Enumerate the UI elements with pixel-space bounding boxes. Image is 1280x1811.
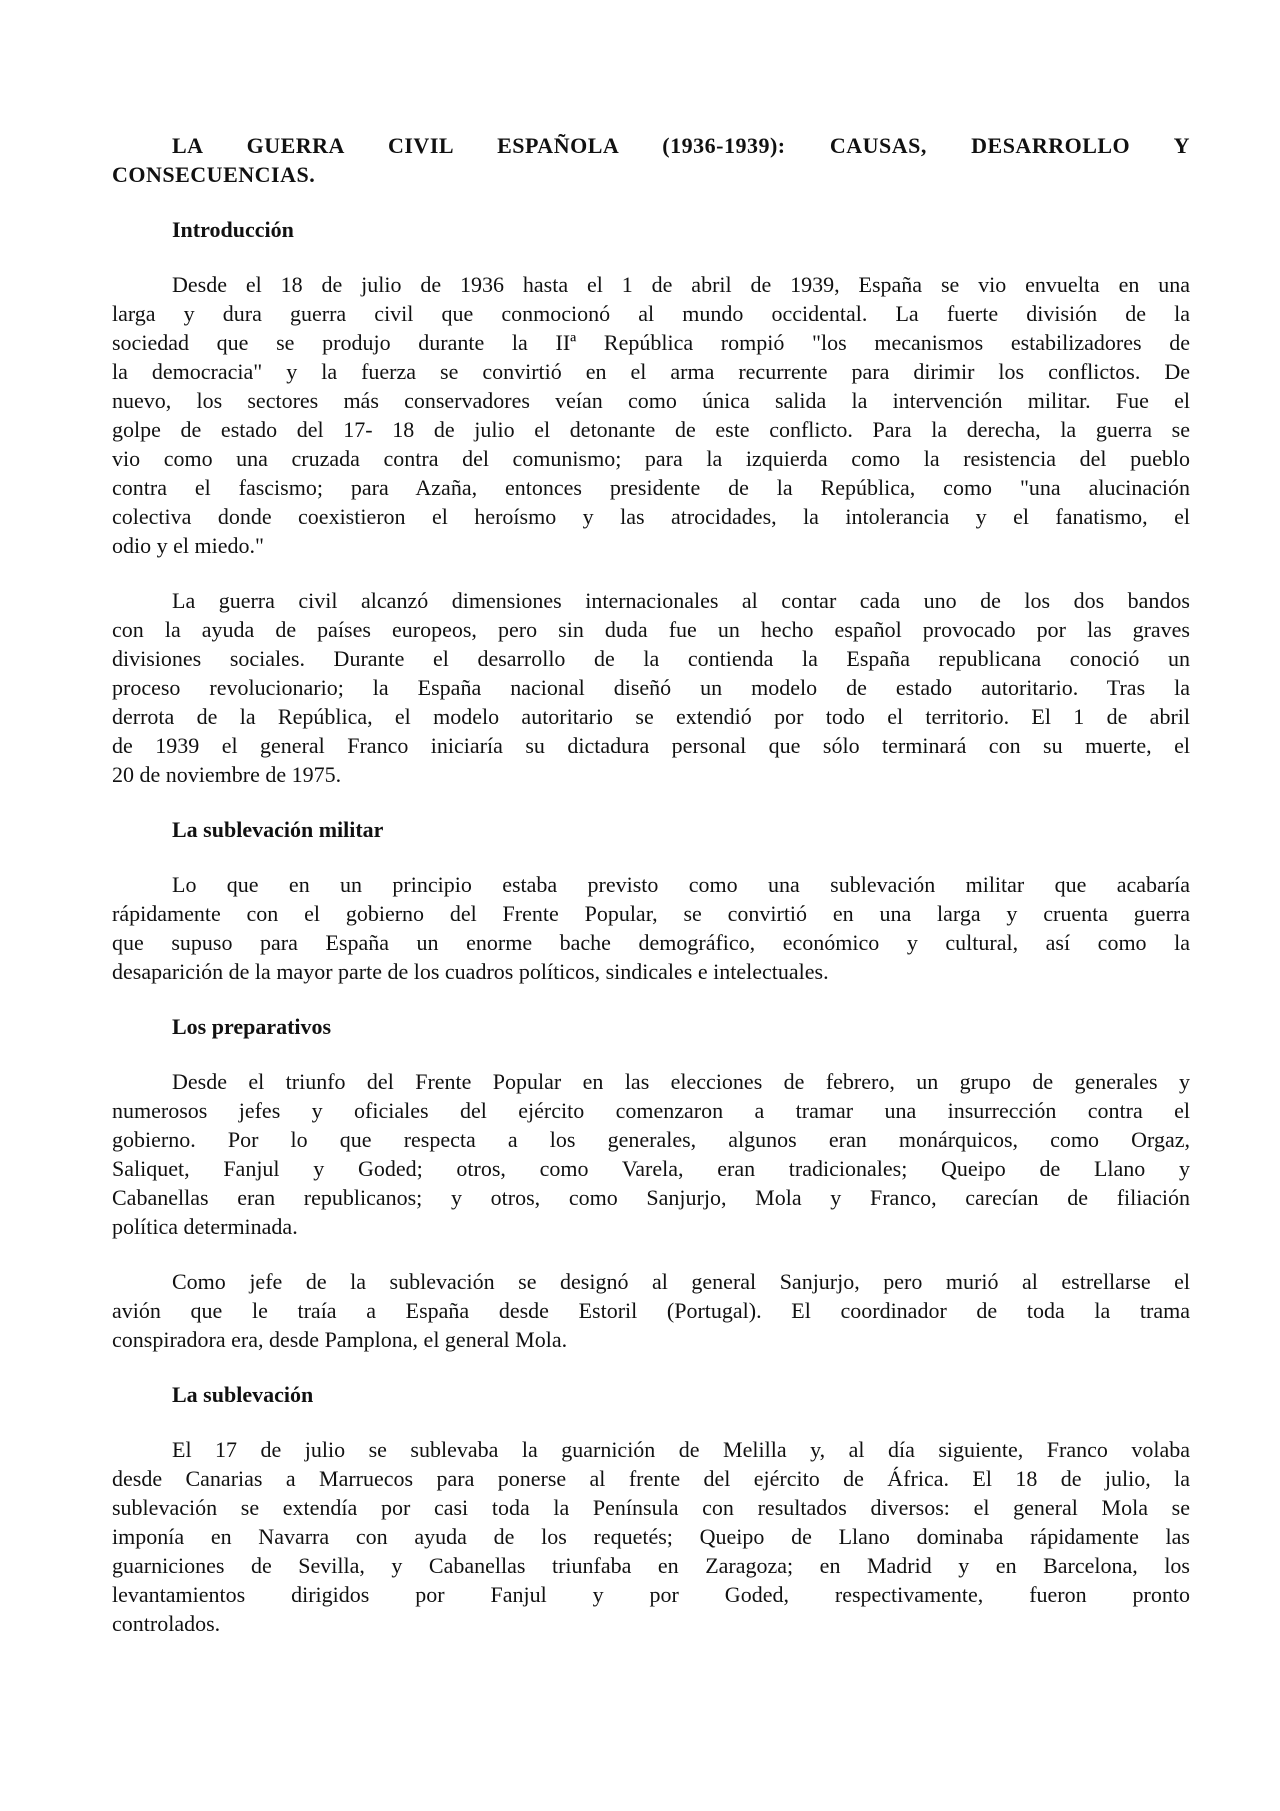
paragraph-line: conspiradora era, desde Pamplona, el general Mola. bbox=[112, 1327, 568, 1352]
paragraph-line: El 17 de julio se sublevaba la guarnición de Melilla y, al día siguiente, Franco volaba bbox=[172, 1437, 1190, 1462]
paragraph-line: Lo que en un principio estaba previsto como una sublevación militar que acabaría bbox=[172, 872, 1190, 897]
paragraph-line: vio como una cruzada contra del comunismo; para la izquierda como la resistencia del pueblo bbox=[112, 446, 1190, 471]
document-page bbox=[112, 131, 1190, 1664]
paragraph-line: sublevación se extendía por casi toda la Península con resultados diversos: el general Mola se bbox=[112, 1495, 1190, 1520]
title-line: LA GUERRA CIVIL ESPAÑOLA (1936-1939): CAUSAS, DESARROLLO Y bbox=[172, 133, 1190, 158]
paragraph-line: controlados. bbox=[112, 1611, 221, 1636]
paragraph bbox=[112, 870, 1190, 986]
paragraph bbox=[112, 270, 1190, 560]
section-heading: Introducción bbox=[172, 217, 294, 242]
paragraph-line: proceso revolucionario; la España nacional diseñó un modelo de estado autoritario. Tras la bbox=[112, 675, 1190, 700]
paragraph-line: guarniciones de Sevilla, y Cabanellas triunfaba en Zaragoza; en Madrid y en Barcelona, los bbox=[112, 1553, 1190, 1578]
paragraph-line: rápidamente con el gobierno del Frente Popular, se convirtió en una larga y cruenta guerra bbox=[112, 901, 1190, 926]
paragraph bbox=[112, 1267, 1190, 1354]
paragraph-line: desde Canarias a Marruecos para ponerse al frente del ejército de África. El 18 de julio, la bbox=[112, 1466, 1190, 1491]
paragraph-line: divisiones sociales. Durante el desarrollo de la contienda la España republicana conoció un bbox=[112, 646, 1190, 671]
paragraph-line: contra el fascismo; para Azaña, entonces presidente de la República, como "una alucinación bbox=[112, 475, 1190, 500]
paragraph-line: la democracia" y la fuerza se convirtió en el arma recurrente para dirimir los conflictos. De bbox=[112, 359, 1190, 384]
paragraph-line: odio y el miedo." bbox=[112, 533, 264, 558]
paragraph-line: Cabanellas eran republicanos; y otros, como Sanjurjo, Mola y Franco, carecían de filiación bbox=[112, 1185, 1190, 1210]
paragraph-line: gobierno. Por lo que respecta a los generales, algunos eran monárquicos, como Orgaz, bbox=[112, 1127, 1190, 1152]
paragraph-line: 20 de noviembre de 1975. bbox=[112, 762, 342, 787]
section-heading: Los preparativos bbox=[172, 1014, 332, 1039]
paragraph-line: avión que le traía a España desde Estoril (Portugal). El coordinador de toda la trama bbox=[112, 1298, 1190, 1323]
paragraph-line: colectiva donde coexistieron el heroísmo y las atrocidades, la intolerancia y el fanatismo, el bbox=[112, 504, 1190, 529]
paragraph-line: derrota de la República, el modelo autoritario se extendió por todo el territorio. El 1 de abril bbox=[112, 704, 1190, 729]
paragraph-line: nuevo, los sectores más conservadores veían como única salida la intervención militar. Fue el bbox=[112, 388, 1190, 413]
paragraph-line: Desde el triunfo del Frente Popular en las elecciones de febrero, un grupo de generales y bbox=[172, 1069, 1190, 1094]
paragraph-line: La guerra civil alcanzó dimensiones internacionales al contar cada uno de los dos bandos bbox=[172, 588, 1190, 613]
paragraph-line: política determinada. bbox=[112, 1214, 298, 1239]
paragraph-line: Saliquet, Fanjul y Goded; otros, como Varela, eran tradicionales; Queipo de Llano y bbox=[112, 1156, 1190, 1181]
document-title bbox=[112, 131, 1190, 189]
paragraph-line: de 1939 el general Franco iniciaría su dictadura personal que sólo terminará con su muerte, el bbox=[112, 733, 1190, 758]
paragraph-line: imponía en Navarra con ayuda de los requetés; Queipo de Llano dominaba rápidamente las bbox=[112, 1524, 1190, 1549]
paragraph-line: Como jefe de la sublevación se designó al general Sanjurjo, pero murió al estrellarse el bbox=[172, 1269, 1190, 1294]
paragraph bbox=[112, 1067, 1190, 1241]
section-heading: La sublevación militar bbox=[172, 817, 384, 842]
paragraph-line: levantamientos dirigidos por Fanjul y por Goded, respectivamente, fueron pronto bbox=[112, 1582, 1190, 1607]
paragraph-line: Desde el 18 de julio de 1936 hasta el 1 de abril de 1939, España se vio envuelta en una bbox=[172, 272, 1190, 297]
paragraph-line: desaparición de la mayor parte de los cuadros políticos, sindicales e intelectuales. bbox=[112, 959, 829, 984]
paragraph bbox=[112, 586, 1190, 789]
paragraph-line: larga y dura guerra civil que conmocionó al mundo occidental. La fuerte división de la bbox=[112, 301, 1190, 326]
title-line: CONSECUENCIAS. bbox=[112, 162, 316, 187]
section-heading: La sublevación bbox=[172, 1382, 314, 1407]
paragraph bbox=[112, 1435, 1190, 1638]
paragraph-line: sociedad que se produjo durante la IIª República rompió "los mecanismos estabilizadores de bbox=[112, 330, 1190, 355]
paragraph-line: golpe de estado del 17- 18 de julio el detonante de este conflicto. Para la derecha, la guerra se bbox=[112, 417, 1190, 442]
paragraph-line: numerosos jefes y oficiales del ejército comenzaron a tramar una insurrección contra el bbox=[112, 1098, 1190, 1123]
paragraph-line: con la ayuda de países europeos, pero sin duda fue un hecho español provocado por las graves bbox=[112, 617, 1190, 642]
document-body bbox=[112, 215, 1190, 1638]
paragraph-line: que supuso para España un enorme bache demográfico, económico y cultural, así como la bbox=[112, 930, 1190, 955]
